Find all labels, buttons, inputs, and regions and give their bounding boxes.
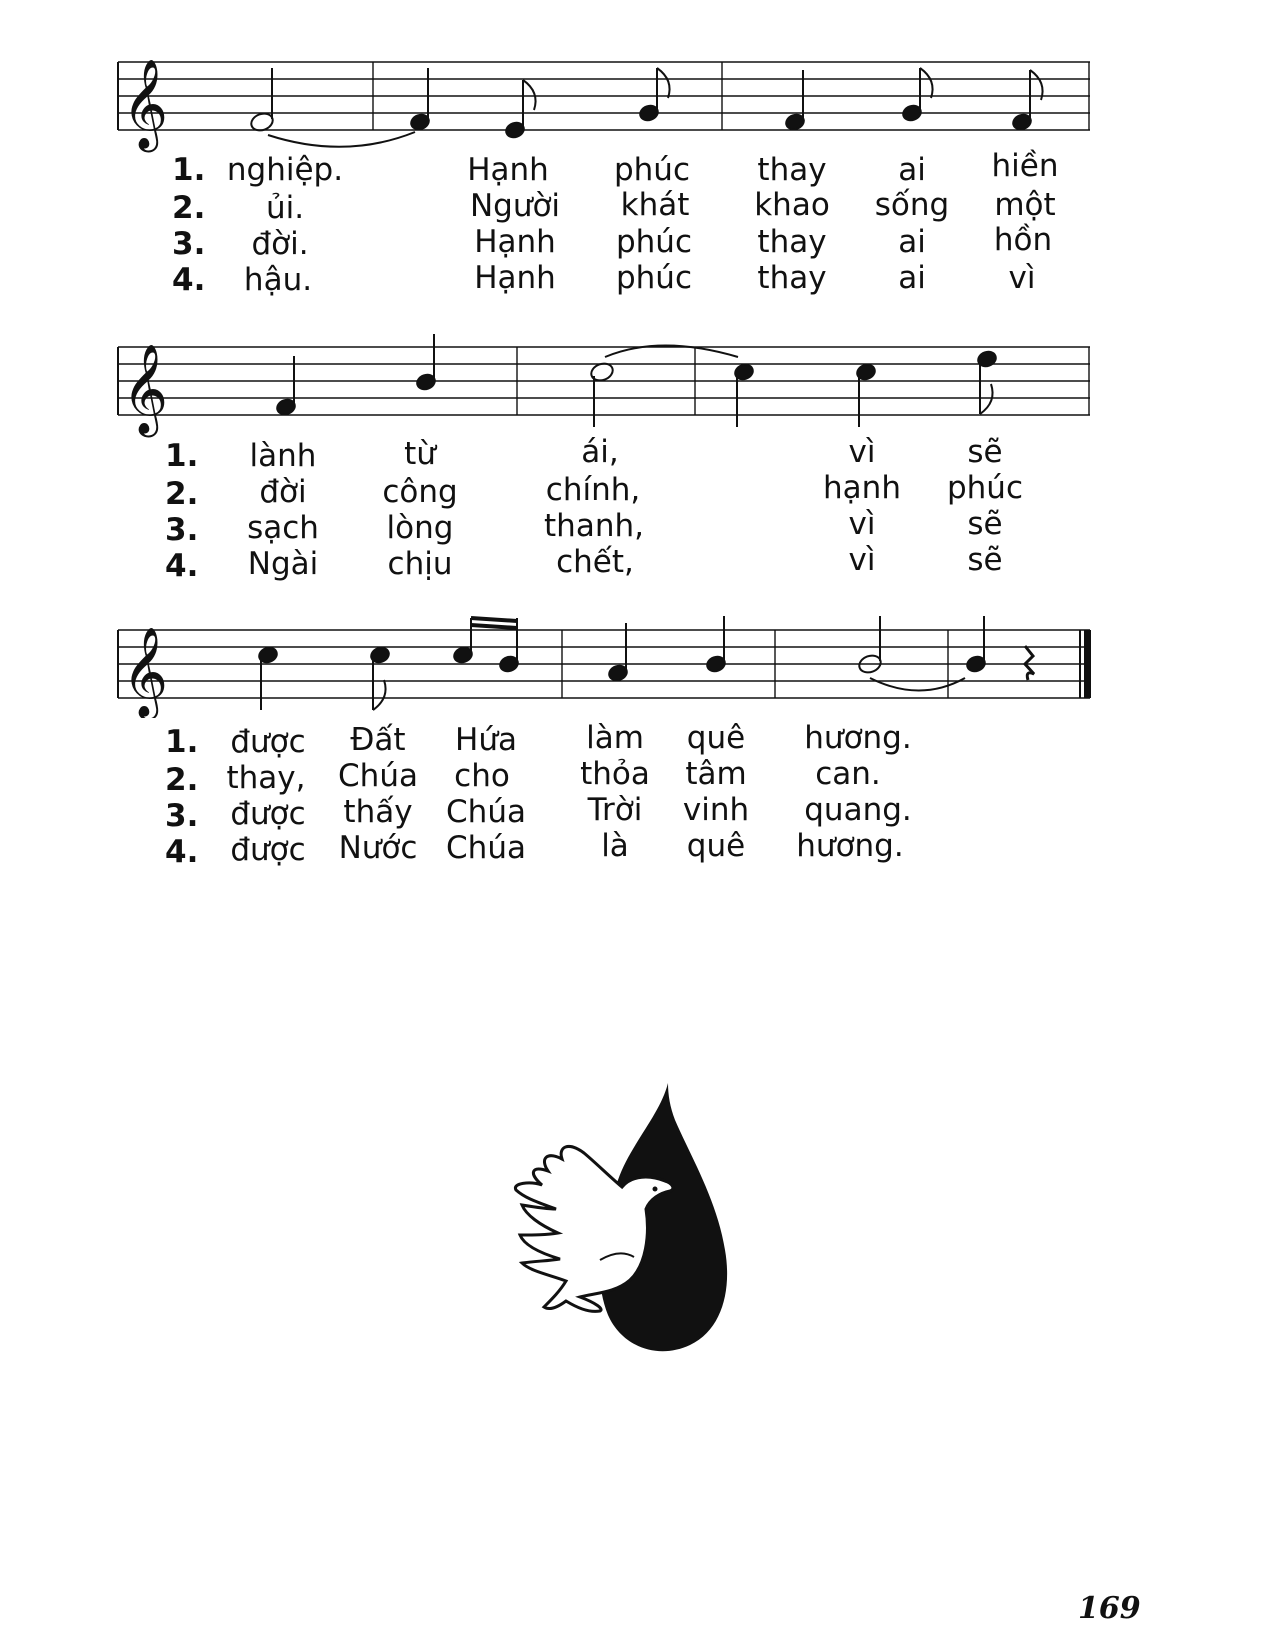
- treble-clef-icon: 𝄞: [122, 344, 169, 434]
- lyric-syllable: ai: [898, 152, 926, 188]
- lyric-syllable: chịu: [387, 546, 453, 582]
- lyric-syllable: vinh: [682, 792, 750, 828]
- lyric-syllable: Người: [469, 188, 561, 224]
- lyric-syllable: Trời: [587, 792, 643, 828]
- lyric-syllable: phúc: [613, 152, 691, 188]
- lyric-syllable: hạnh: [823, 470, 901, 506]
- verse-number: 3.: [172, 226, 206, 262]
- verse-number: 4.: [172, 262, 206, 298]
- lyric-syllable: hiền: [991, 148, 1059, 184]
- lyric-syllable: công: [382, 474, 458, 510]
- lyric-syllable: đời.: [251, 226, 309, 262]
- lyric-syllable: chính,: [545, 472, 641, 508]
- lyric-syllable: Nước: [338, 830, 418, 866]
- page-number: 169: [1078, 1591, 1141, 1626]
- final-barline: [1084, 630, 1091, 698]
- lyric-syllable: cho: [454, 758, 510, 794]
- lyric-syllable: ai: [898, 260, 926, 296]
- lyric-syllable: quang.: [804, 792, 912, 828]
- lyric-syllable: khao: [754, 187, 830, 223]
- lyric-syllable: Hứa: [455, 722, 517, 758]
- lyric-syllable: thay,: [226, 760, 306, 796]
- verse-number: 1.: [165, 724, 199, 760]
- lyric-syllable: được: [230, 832, 306, 868]
- lyric-syllable: thỏa: [580, 756, 650, 792]
- lyric-syllable: Chúa: [338, 758, 418, 794]
- lyric-syllable: phúc: [946, 470, 1024, 506]
- verse-number: 4.: [165, 834, 199, 870]
- lyric-syllable: thay: [757, 152, 827, 188]
- lyric-syllable: hương.: [796, 828, 904, 864]
- lyric-syllable: chết,: [556, 544, 634, 580]
- lyric-syllable: là: [601, 828, 629, 864]
- lyric-syllable: sẽ: [967, 506, 1003, 542]
- lyric-syllable: một: [994, 187, 1056, 223]
- lyric-syllable: vì: [1008, 260, 1036, 296]
- lyric-syllable: sống: [874, 187, 950, 223]
- lyric-syllable: từ: [404, 436, 436, 472]
- lyric-syllable: tâm: [685, 756, 747, 792]
- treble-clef-icon: 𝄞: [122, 627, 169, 717]
- lyric-syllable: sẽ: [967, 542, 1003, 578]
- lyric-syllable: can.: [815, 756, 881, 792]
- lyric-syllable: sạch: [247, 510, 319, 546]
- treble-clef-icon: 𝄞: [122, 59, 169, 149]
- lyric-syllable: được: [230, 724, 306, 760]
- lyric-syllable: lành: [249, 438, 317, 474]
- lyric-syllable: khát: [620, 187, 690, 223]
- lyric-syllable: phúc: [615, 260, 693, 296]
- verse-number: 3.: [165, 798, 199, 834]
- lyric-syllable: đời: [259, 474, 307, 510]
- lyric-syllable: Đất: [350, 722, 406, 758]
- lyric-syllable: thay: [757, 260, 827, 296]
- lyric-syllable: Ngài: [247, 546, 319, 582]
- lyric-syllable: Chúa: [446, 830, 526, 866]
- lyric-syllable: ai: [898, 224, 926, 260]
- lyric-syllable: Hạnh: [474, 224, 556, 260]
- verse-number: 1.: [165, 438, 199, 474]
- lyric-syllable: phúc: [615, 224, 693, 260]
- verse-number: 1.: [172, 152, 206, 188]
- lyric-syllable: ái,: [581, 434, 619, 470]
- lyric-syllable: Hạnh: [474, 260, 556, 296]
- staff-system-3: [0, 608, 1275, 718]
- lyric-syllable: thấy: [343, 794, 413, 830]
- lyric-syllable: làm: [586, 720, 644, 756]
- quarter-rest-icon: [1025, 646, 1034, 680]
- lyric-syllable: Chúa: [446, 794, 526, 830]
- verse-number: 2.: [165, 476, 199, 512]
- verse-number: 3.: [165, 512, 199, 548]
- lyric-syllable: vì: [848, 434, 876, 470]
- lyric-syllable: thay: [757, 224, 827, 260]
- lyric-syllable: vì: [848, 542, 876, 578]
- lyric-syllable: hồn: [993, 222, 1053, 258]
- lyric-syllable: quê: [686, 720, 746, 756]
- dove-drop-icon: [500, 1075, 750, 1365]
- verse-number: 2.: [165, 762, 199, 798]
- lyric-syllable: Hạnh: [467, 152, 549, 188]
- lyric-syllable: hương.: [804, 720, 912, 756]
- lyric-syllable: sẽ: [967, 434, 1003, 470]
- verse-number: 2.: [172, 190, 206, 226]
- lyric-syllable: nghiệp.: [226, 152, 344, 188]
- lyric-syllable: lòng: [386, 510, 454, 546]
- verse-number: 4.: [165, 548, 199, 584]
- lyric-syllable: hậu.: [243, 262, 313, 298]
- lyric-syllable: được: [230, 796, 306, 832]
- lyric-syllable: vì: [848, 506, 876, 542]
- lyric-syllable: ủi.: [265, 190, 305, 226]
- lyric-syllable: thanh,: [544, 508, 644, 544]
- lyric-syllable: quê: [686, 828, 746, 864]
